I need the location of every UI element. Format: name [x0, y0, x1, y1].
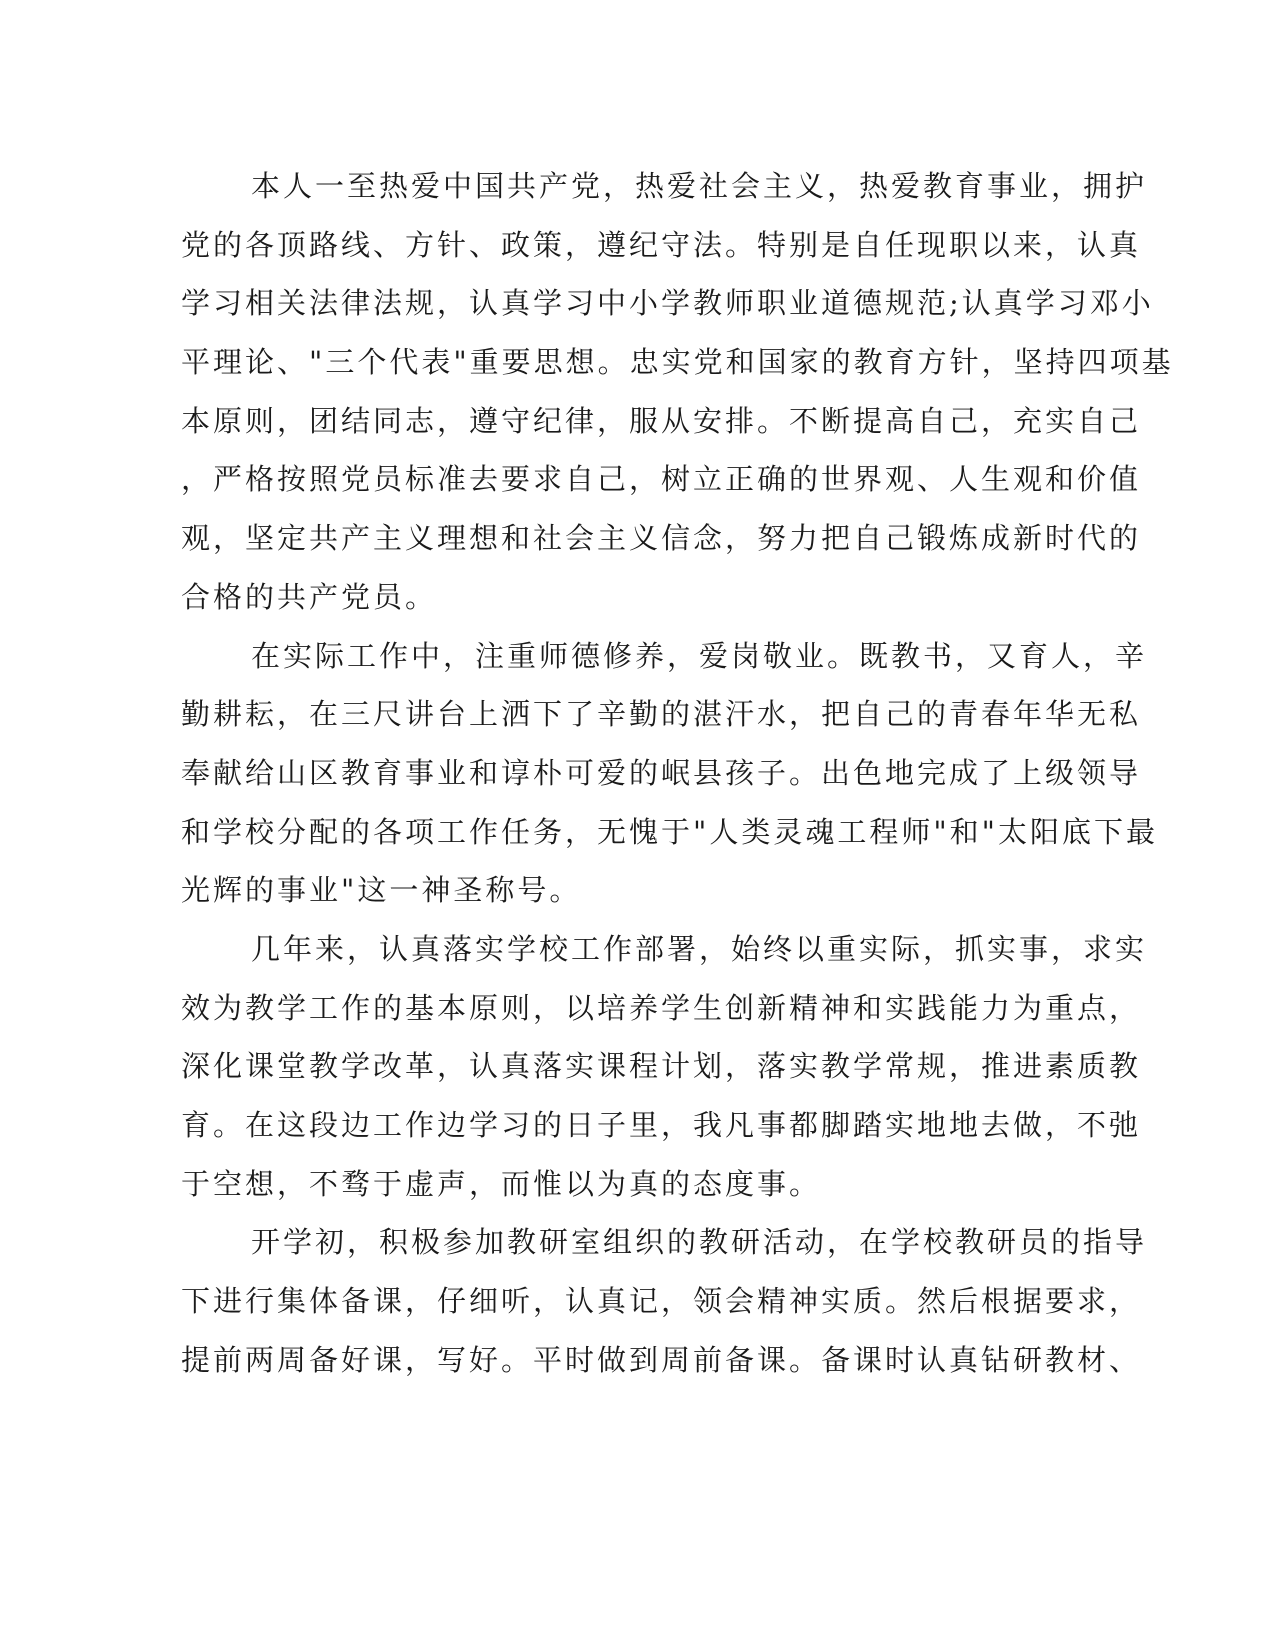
paragraph-line: 和学校分配的各项工作任务，无愧于"人类灵魂工程师"和"太阳底下最	[181, 814, 1159, 849]
paragraph-line: 勤耕耘，在三尺讲台上洒下了辛勤的湛汗水，把自己的青春年华无私	[181, 697, 1142, 732]
paragraph-line: 光辉的事业"这一神圣称号。	[181, 873, 582, 908]
paragraph	[181, 920, 1148, 1213]
paragraph-line: 本人一至热爱中国共产党，热爱社会主义，热爱教育事业，拥护	[251, 169, 1148, 203]
paragraph-line: 开学初，积极参加教研室组织的教研活动，在学校教研员的指导	[251, 1225, 1148, 1260]
paragraph-line: 深化课堂教学改革，认真落实课程计划，落实教学常规，推进素质教	[181, 1049, 1142, 1084]
paragraph-line: 观，坚定共产主义理想和社会主义信念，努力把自己锻炼成新时代的	[181, 521, 1142, 556]
paragraph-line: 于空想，不骛于虚声，而惟以为真的态度事。	[181, 1166, 822, 1201]
paragraph	[181, 157, 1174, 627]
paragraph-line: 效为教学工作的基本原则，以培养学生创新精神和实践能力为重点，	[181, 990, 1142, 1025]
paragraph-line: 几年来，认真落实学校工作部署，始终以重实际，抓实事，求实	[251, 931, 1148, 966]
paragraph-line: 下进行集体备课，仔细听，认真记，领会精神实质。然后根据要求，	[181, 1284, 1142, 1319]
paragraph-line: 本原则，团结同志，遵守纪律，服从安排。不断提高自己，充实自己	[181, 403, 1142, 438]
document-body	[181, 157, 1174, 1389]
paragraph-line: 平理论、"三个代表"重要思想。忠实党和国家的教育方针，坚持四项基	[181, 345, 1174, 380]
paragraph-line: 育。在这段边工作边学习的日子里，我凡事都脚踏实地地去做，不弛	[181, 1108, 1142, 1142]
paragraph-line: 党的各顶路线、方针、政策，遵纪守法。特别是自任现职以来，认真	[181, 227, 1142, 262]
paragraph-line: ，严格按照党员标准去要求自己，树立正确的世界观、人生观和价值	[181, 462, 1142, 497]
paragraph	[181, 627, 1159, 920]
paragraph-line: 在实际工作中，注重师德修养，爱岗敬业。既教书，又育人，辛	[251, 638, 1148, 673]
paragraph-line: 合格的共产党员。	[181, 579, 438, 614]
paragraph-line: 提前两周备好课，写好。平时做到周前备课。备课时认真钻研教材、	[181, 1342, 1142, 1377]
paragraph-line: 学习相关法律法规，认真学习中小学教师职业道德规范;认真学习邓小	[181, 286, 1154, 321]
paragraph-line: 奉献给山区教育事业和谆朴可爱的岷县孩子。出色地完成了上级领导	[181, 755, 1142, 790]
paragraph	[181, 1213, 1148, 1389]
